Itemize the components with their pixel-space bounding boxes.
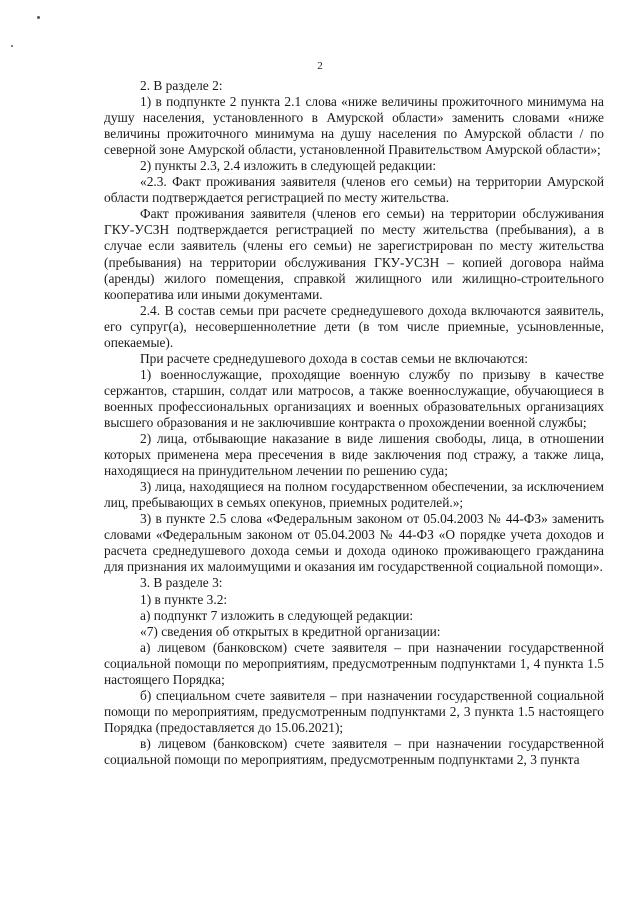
page-number: 2	[317, 60, 323, 72]
document-body	[104, 78, 604, 768]
paragraph: 2) лица, отбывающие наказание в виде лишения свободы, лица, в отношении которых применена мера пресечения в виде заключения под стражу, а также лица, находящиеся на принудительном лечении по решению суда;	[104, 431, 604, 479]
paragraph: 3) в пункте 2.5 слова «Федеральным законом от 05.04.2003 № 44-ФЗ» заменить словами «Федеральным законом от 05.04.2003 № 44-ФЗ «О порядке учета доходов и расчета среднедушевого дохода семьи и дохода одиноко проживающего гражданина для признания их малоимущими и оказания им государственной социальной помощи».	[104, 511, 604, 575]
paragraph: б) специальном счете заявителя – при назначении государственной социальной помощи по мероприятиям, предусмотренным подпунктами 2, 3 пункта 1.5 настоящего Порядка (предоставляется до 15.06.2021);	[104, 687, 604, 735]
paragraph: 3) лица, находящиеся на полном государственном обеспечении, за исключением лиц, пребывающих в семьях опекунов, приемных родителей.»;	[104, 479, 604, 511]
paragraph: Факт проживания заявителя (членов его семьи) на территории обслуживания ГКУ-УСЗН подтверждается регистрацией по месту жительства (пребывания), а в случае если заявитель (члены его семьи) не зарегистрирован по месту жительства (пребывания) на территории обслуживания ГКУ-УСЗН – копией договора найма (аренды) жилого помещения, справкой жилищного или жилищно-строительного кооператива или иными документами.	[104, 206, 604, 302]
paragraph: «2.3. Факт проживания заявителя (членов его семьи) на территории Амурской области подтверждается регистрацией по месту жительства.	[104, 174, 604, 206]
paragraph: 2) пункты 2.3, 2.4 изложить в следующей редакции:	[140, 158, 437, 174]
paragraph: а) лицевом (банковском) счете заявителя – при назначении государственной социальной помощи по мероприятиям, предусмотренным подпунктами 1, 4 пункта 1.5 настоящего Порядка;	[104, 639, 604, 687]
scan-speck	[11, 45, 13, 47]
paragraph: 2.4. В состав семьи при расчете среднедушевого дохода включаются заявитель, его супруг(а), несовершеннолетние дети (в том числе приемные, усыновленные, опекаемые).	[104, 302, 604, 350]
paragraph: а) подпункт 7 изложить в следующей редакции:	[140, 607, 414, 623]
paragraph: 3. В разделе 3:	[140, 575, 223, 591]
scan-speck	[37, 16, 40, 19]
paragraph: в) лицевом (банковском) счете заявителя – при назначении государственной социальной помощи по мероприятиям, предусмотренным подпунктами 2, 3 пункта	[104, 735, 604, 767]
paragraph: «7) сведения об открытых в кредитной организации:	[140, 623, 441, 639]
paragraph: 1) военнослужащие, проходящие военную службу по призыву в качестве сержантов, старшин, солдат или матросов, а также военнослужащие, обучающиеся в военных профессиональных организациях и военных образовательных организациях высшего образования и не заключившие контракта о прохождении военной службы;	[104, 366, 604, 430]
paragraph: 1) в пункте 3.2:	[140, 591, 228, 607]
paragraph: 2. В разделе 2:	[140, 78, 223, 93]
paragraph: 1) в подпункте 2 пункта 2.1 слова «ниже величины прожиточного минимума на душу населения, установленного в Амурской области» заменить словами «ниже величины прожиточного минимума на душу населения по Амурской области / по северной зоне Амурской области, установленной Правительством Амурской области»;	[104, 94, 604, 158]
paragraph: При расчете среднедушевого дохода в состав семьи не включаются:	[140, 350, 528, 366]
